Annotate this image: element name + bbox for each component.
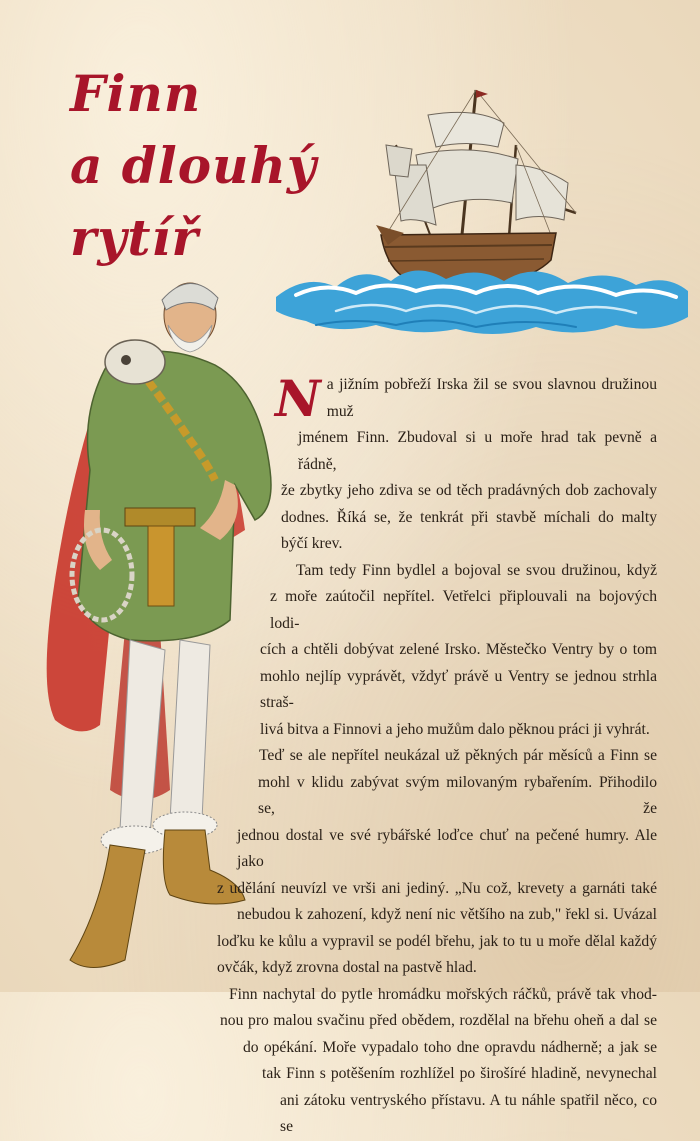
story-line: býčí krev. (281, 535, 343, 552)
story-line: mohl v klidu zabývat svým milovaným rybařením. Přihodilo se, že (258, 773, 657, 817)
story-line: livá bitva a Finnovi a jeho mužům dalo pěknou práci ji vyhrát. (260, 720, 650, 738)
story-line: ovčák, když zrovna dostal na pastvě hlad. (217, 959, 477, 976)
story-line: z udělání neuvízl ve vrši ani jediný. „Nu což, krevety a garnáti také (217, 879, 657, 897)
story-line: Na jižním pobřeží Irska žil se svou slavnou družinou muž (275, 369, 657, 428)
story-line: nou pro malou svačinu před obědem, rozdělal na břehu oheň a dal se (220, 1012, 657, 1029)
story-line: loďku ke kůlu a vypravil se podél břehu, jak to tu u moře dělal každý (217, 932, 657, 950)
story-line: Teď se ale nepřítel neukázal už pěkných pár měsíců a Finn se (259, 747, 657, 764)
story-line: ani zátoku ventryského přístavu. A tu náhle spatřil něco, co se (280, 1091, 657, 1135)
story-line: Tam tedy Finn bydlel a bojoval se svou družinou, když (296, 561, 657, 579)
story-text (180, 369, 657, 1141)
story-line: dodnes. Říká se, že tenkrát při stavbě míchali do malty (281, 508, 657, 526)
story-line: Finn nachytal do pytle hromádku mořských ráčků, právě tak vhod- (229, 985, 657, 1003)
story-line: cích a chtěli dobývat zelené Irsko. Městečko Ventry by o tom (260, 641, 657, 658)
title-line-2: a dlouhý (70, 136, 317, 195)
story-line: jménem Finn. Zbudoval si u moře hrad tak pevně a řádně, (298, 429, 657, 473)
story-line: jednou dostal ve své rybářské loďce chuť na pečené humry. Ale jako (237, 826, 657, 870)
story-line: mohlo nejlíp vyprávět, vždyť právě u Ventry se jednou strhla straš- (260, 667, 657, 711)
title-line-3: rytíř (70, 208, 199, 267)
sailing-ship-illustration (276, 85, 688, 340)
drop-cap: N (275, 369, 321, 428)
title-line-1: Finn (70, 64, 202, 123)
story-line: z moře zaútočil nepřítel. Vetřelci připlouvali na bojových lodi- (270, 588, 657, 632)
story-line: nebudou k zahození, když není nic většího na zub," řekl si. Uvázal (237, 906, 657, 923)
story-line: tak Finn s potěšením rozhlížel po širošíré hladině, nevynechal (262, 1065, 657, 1082)
story-line: do opékání. Moře vypadalo toho dne opravdu nádherně; a jak se (243, 1038, 657, 1056)
story-line: že zbytky jeho zdiva se od těch pradávných dob zachovaly (281, 482, 657, 499)
